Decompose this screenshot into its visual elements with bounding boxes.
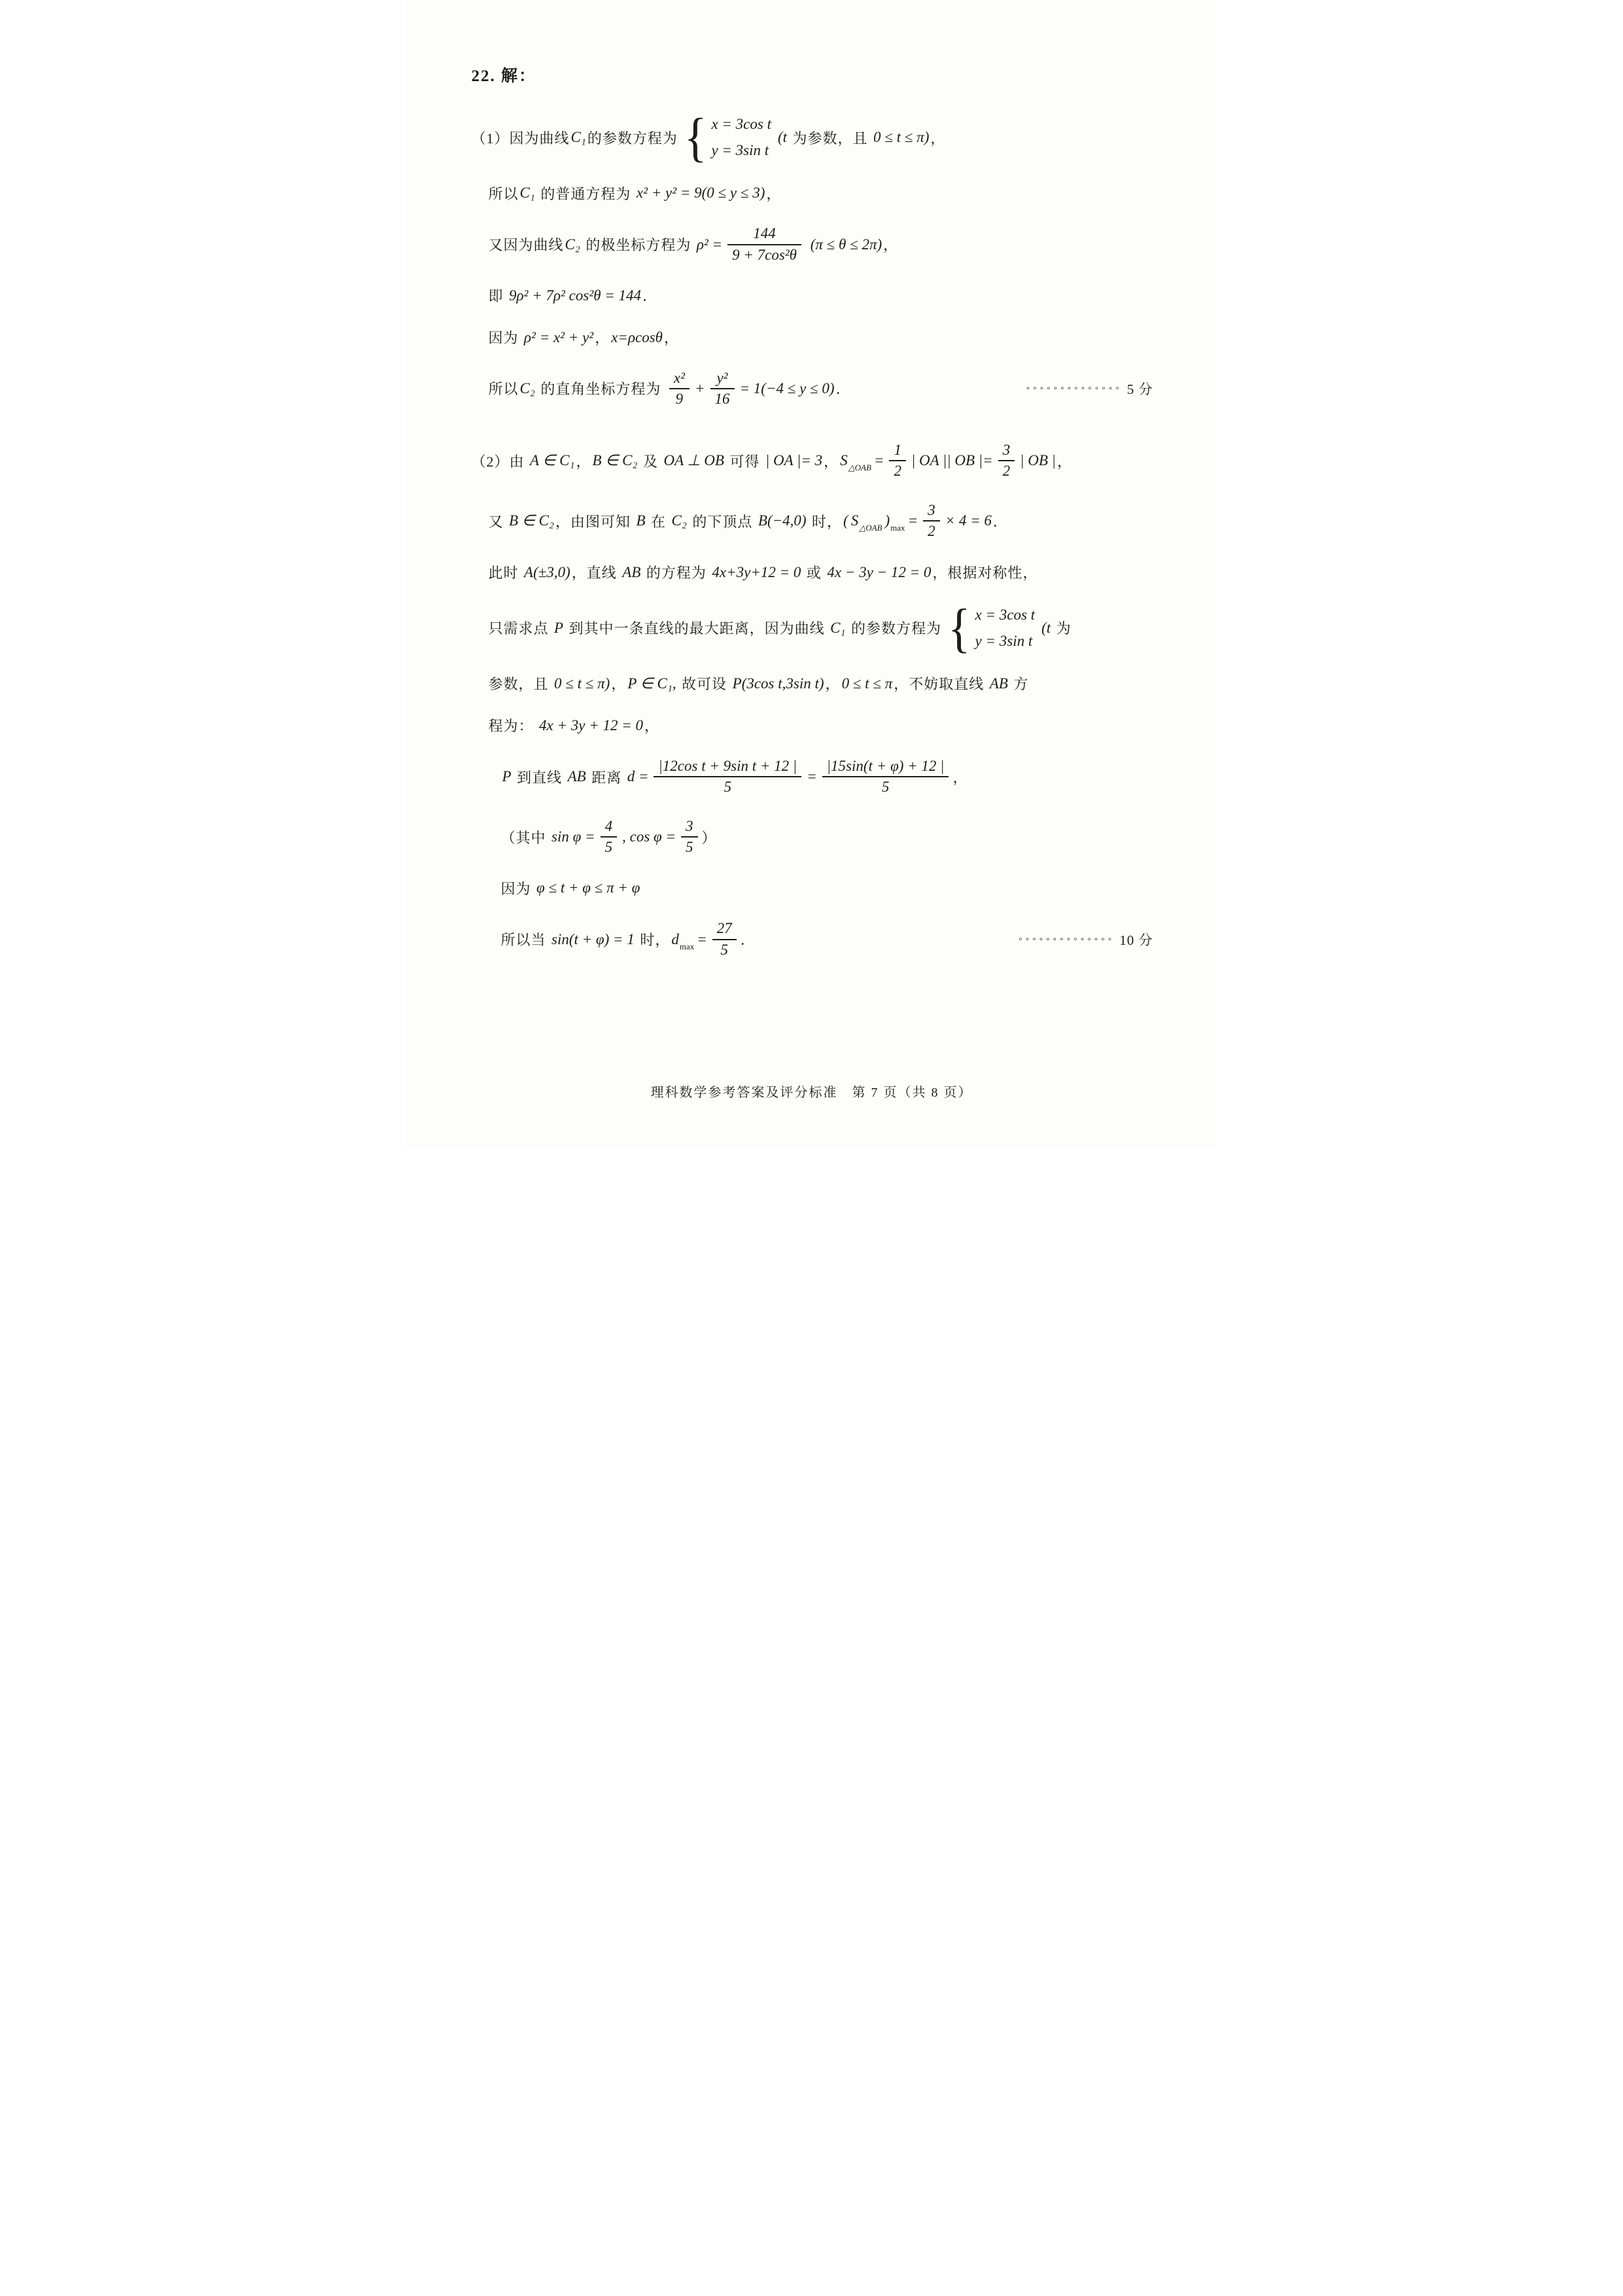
math-text: AB bbox=[989, 675, 1008, 692]
cjk-text: 程为： bbox=[488, 718, 538, 735]
cjk-text: ． bbox=[992, 513, 1008, 530]
subscript-base: S bbox=[840, 452, 848, 469]
fraction-numerator: 27 bbox=[716, 920, 732, 937]
cjk-text: ， bbox=[952, 769, 968, 786]
fraction-numerator: 1 bbox=[894, 441, 901, 458]
line-distance-setup-parametric bbox=[406, 597, 1217, 658]
cjk-text: ） bbox=[701, 829, 717, 846]
subscript-group bbox=[840, 452, 871, 473]
fraction-numerator: 3 bbox=[1002, 441, 1011, 458]
fraction-denominator: 5 bbox=[724, 779, 732, 796]
math-text: ρ² = x² + y² bbox=[524, 328, 594, 345]
cjk-text: ， bbox=[930, 130, 946, 147]
fraction bbox=[710, 370, 735, 407]
math-text: C₁ bbox=[519, 185, 535, 202]
math-text: (π ≤ θ ≤ 2π) bbox=[806, 236, 882, 253]
score-label: 5 分 bbox=[1126, 381, 1153, 397]
cjk-text: 时， bbox=[635, 932, 671, 949]
math-text: P bbox=[502, 768, 512, 785]
solution-body bbox=[406, 107, 1217, 960]
subscript-group bbox=[884, 512, 905, 533]
math-text: C₂ bbox=[565, 236, 580, 253]
cjk-text: ， bbox=[1056, 453, 1072, 470]
line-part1-parametric-equations bbox=[406, 107, 1217, 168]
problem-number-heading: 22. 解： bbox=[471, 67, 537, 85]
cjk-text: 只需求点 bbox=[488, 620, 553, 637]
score-label: 10 分 bbox=[1119, 932, 1153, 948]
math-text: x² + y² = 9(0 ≤ y ≤ 3) bbox=[636, 185, 765, 202]
fraction-numerator: 3 bbox=[928, 502, 935, 519]
cjk-text: 所以 bbox=[488, 185, 519, 202]
cjk-text: 到直线 bbox=[512, 769, 567, 786]
subscript-base: S bbox=[850, 512, 859, 529]
page-footer bbox=[406, 1082, 1217, 1101]
footer-text: 理科数学参考答案及评分标准 第 7 页（共 8 页） bbox=[650, 1086, 973, 1100]
fraction-denominator: 2 bbox=[928, 523, 935, 540]
cases-rows bbox=[974, 607, 1037, 649]
cjk-text: ， bbox=[824, 453, 839, 470]
cjk-text: 或 bbox=[802, 565, 826, 582]
fraction-numerator: |12cos t + 9sin t + 12 | bbox=[658, 757, 797, 774]
fraction bbox=[822, 758, 949, 795]
math-text: | OB | bbox=[1020, 452, 1056, 469]
cjk-text: ， bbox=[644, 718, 660, 735]
cjk-text: 的参数方程为 bbox=[846, 620, 941, 637]
cjk-text: ，由图可知 bbox=[555, 513, 635, 530]
line-dmax-score10 bbox=[406, 919, 1217, 959]
fraction bbox=[601, 819, 618, 855]
fraction-numerator: 4 bbox=[604, 818, 613, 835]
line-c1-ordinary-equation bbox=[406, 182, 1217, 204]
cjk-text: 即 bbox=[488, 288, 508, 305]
fraction-numerator: x² bbox=[673, 369, 685, 386]
math-text: = bbox=[697, 930, 707, 947]
subscript-script: △OAB bbox=[859, 523, 882, 533]
cjk-text: 的极坐标方程为 bbox=[581, 237, 695, 254]
fraction bbox=[669, 370, 689, 407]
math-text: A(±3,0) bbox=[524, 563, 570, 580]
cjk-text: 所以 bbox=[488, 381, 519, 398]
math-text: ( bbox=[843, 512, 848, 529]
math-text: 9ρ² + 7ρ² cos²θ = 144 bbox=[509, 287, 642, 304]
cjk-text: 距离 bbox=[587, 769, 626, 786]
fraction-numerator: 144 bbox=[753, 225, 776, 242]
cjk-text: 时， bbox=[807, 513, 843, 530]
cjk-text: ． bbox=[835, 381, 851, 398]
math-text: B ∈ C₂ bbox=[509, 512, 554, 529]
math-text: 4x − 3y − 12 = 0 bbox=[827, 563, 932, 580]
left-brace-icon: { bbox=[947, 597, 971, 658]
math-text: = bbox=[873, 452, 884, 469]
math-text: B ∈ C₂ bbox=[592, 452, 638, 469]
fraction-denominator: 2 bbox=[894, 463, 901, 480]
fraction-denominator: 9 bbox=[675, 390, 684, 407]
math-text: 4x+3y+12 = 0 bbox=[712, 563, 801, 580]
math-text: , cos φ = bbox=[622, 828, 676, 845]
math-text: P ∈ C₁, bbox=[627, 675, 676, 692]
math-text: 0 ≤ t ≤ π bbox=[841, 675, 893, 692]
cjk-text: ， bbox=[595, 330, 610, 347]
cjk-text: ， bbox=[663, 330, 679, 347]
cjk-text: 此时 bbox=[488, 565, 523, 582]
cjk-text: 所以当 bbox=[500, 932, 551, 949]
fraction-denominator: 9 + 7cos²θ bbox=[732, 246, 797, 263]
line-ab-equations bbox=[406, 561, 1217, 584]
cjk-text: 的下顶点 bbox=[688, 513, 757, 530]
cjk-text: ， bbox=[611, 676, 627, 693]
math-text: sin(t + φ) = 1 bbox=[551, 930, 635, 947]
cjk-text: （其中 bbox=[500, 829, 551, 846]
cjk-text: 方 bbox=[1009, 676, 1029, 693]
line-phi-range bbox=[406, 877, 1217, 899]
subscript-script: max bbox=[890, 523, 905, 533]
subscript-base: ) bbox=[884, 512, 890, 529]
fraction bbox=[998, 442, 1015, 479]
cjk-text: 因为 bbox=[500, 880, 536, 897]
cjk-text: 到其中一条直线的最大距离，因为曲线 bbox=[565, 620, 829, 637]
math-text: B bbox=[636, 512, 646, 529]
line-polar-expanded bbox=[406, 285, 1217, 307]
math-text: ρ² = bbox=[696, 236, 723, 253]
cjk-text: （1）因为曲线 bbox=[471, 130, 570, 147]
cjk-text: 又 bbox=[488, 513, 508, 530]
math-text: × 4 = 6 bbox=[945, 512, 992, 529]
cjk-text: ． bbox=[740, 932, 756, 949]
fraction-denominator: 5 bbox=[881, 779, 890, 796]
fraction-numerator: 3 bbox=[686, 818, 693, 835]
line-part2-area-setup bbox=[406, 440, 1217, 481]
math-text: C₁ bbox=[830, 619, 846, 636]
fraction bbox=[654, 758, 801, 795]
fraction bbox=[889, 442, 906, 479]
subscript-base: d bbox=[671, 930, 679, 947]
dots-leader-icon: ∘∘∘∘∘∘∘∘∘∘∘∘∘∘ bbox=[1025, 383, 1122, 393]
math-text: P bbox=[554, 619, 564, 636]
line-area-max bbox=[406, 501, 1217, 541]
math-text: d = bbox=[627, 768, 649, 785]
fraction-denominator: 5 bbox=[686, 839, 693, 856]
cjk-text: 在 bbox=[646, 513, 671, 530]
dots-leader-icon: ∘∘∘∘∘∘∘∘∘∘∘∘∘∘ bbox=[1018, 934, 1115, 944]
cjk-text: 的参数方程为 bbox=[587, 130, 678, 147]
math-text: 4x + 3y + 12 = 0 bbox=[539, 716, 643, 733]
math-text: φ ≤ t + φ ≤ π + φ bbox=[536, 879, 640, 896]
math-text: = 1(−4 ≤ y ≤ 0) bbox=[739, 380, 835, 397]
math-text: C₂ bbox=[519, 380, 535, 397]
math-text: | OA |= 3 bbox=[765, 452, 823, 469]
cjk-text: 的方程为 bbox=[642, 565, 711, 582]
subscript-group bbox=[850, 512, 882, 533]
cjk-text: ， bbox=[576, 453, 591, 470]
line-chosen-line-equation bbox=[406, 715, 1217, 737]
cases-row: y = 3sin t bbox=[975, 632, 1033, 649]
cjk-text: ，直线 bbox=[571, 565, 621, 582]
cases-group bbox=[684, 107, 773, 168]
math-text: = bbox=[807, 768, 817, 785]
fraction-denominator: 16 bbox=[714, 390, 730, 407]
line-c2-rectangular-equation-score5 bbox=[406, 368, 1217, 409]
left-brace-icon: { bbox=[684, 107, 707, 168]
cases-group bbox=[947, 597, 1036, 658]
math-text: | OA || OB |= bbox=[911, 452, 993, 469]
math-text: A ∈ C₁ bbox=[530, 452, 575, 469]
math-text: = bbox=[907, 512, 918, 529]
math-text: OA ⊥ OB bbox=[663, 452, 724, 469]
line-phi-values bbox=[406, 817, 1217, 857]
fraction-denominator: 5 bbox=[720, 941, 729, 958]
cjk-text: （2）由 bbox=[471, 453, 529, 470]
subscript-script: △OAB bbox=[848, 463, 871, 473]
math-text: C₁ bbox=[570, 129, 586, 146]
math-text: 0 ≤ t ≤ π) bbox=[873, 129, 930, 146]
math-text: C₂ bbox=[671, 512, 687, 529]
cases-rows bbox=[710, 116, 773, 158]
cjk-text: 的直角坐标方程为 bbox=[536, 381, 665, 398]
cjk-text: ． bbox=[642, 288, 658, 305]
math-text: P(3cos t,3sin t) bbox=[732, 675, 824, 692]
math-text: AB bbox=[622, 563, 641, 580]
cases-row: x = 3cos t bbox=[975, 606, 1036, 623]
cjk-text: ，不妨取直线 bbox=[894, 676, 988, 693]
line-polar-identities bbox=[406, 327, 1217, 349]
cjk-text: 为 bbox=[1052, 620, 1072, 637]
fraction bbox=[712, 921, 737, 957]
cjk-text: 为参数，且 bbox=[788, 130, 873, 147]
cjk-text: ， bbox=[766, 185, 782, 202]
fraction bbox=[923, 503, 940, 539]
cjk-text: 及 bbox=[638, 453, 663, 470]
line-distance-formula bbox=[406, 756, 1217, 797]
line-c2-polar-equation bbox=[406, 224, 1217, 264]
fraction-denominator: 2 bbox=[1002, 463, 1011, 480]
cjk-text: 参数，且 bbox=[488, 676, 553, 693]
math-text: (t bbox=[1041, 619, 1051, 636]
cjk-text: ，根据对称性， bbox=[932, 565, 1038, 582]
math-text: AB bbox=[567, 768, 586, 785]
fraction-numerator: |15sin(t + φ) + 12 | bbox=[826, 757, 945, 774]
cjk-text: 因为 bbox=[488, 330, 523, 347]
math-text: B(−4,0) bbox=[758, 512, 807, 529]
math-text: sin φ = bbox=[551, 828, 595, 845]
fraction-numerator: y² bbox=[716, 369, 728, 386]
math-text: 0 ≤ t ≤ π) bbox=[554, 675, 610, 692]
math-text: (t bbox=[777, 129, 788, 146]
cjk-text: 可得 bbox=[725, 453, 764, 470]
line-parameter-range-point-p bbox=[406, 673, 1217, 695]
cjk-text: ， bbox=[825, 676, 841, 693]
cjk-text: 故可设 bbox=[677, 676, 731, 693]
subscript-group bbox=[671, 930, 695, 951]
document-page bbox=[406, 0, 1217, 1148]
math-text: x=ρcosθ bbox=[611, 328, 663, 345]
fraction bbox=[727, 226, 801, 262]
cases-row: x = 3cos t bbox=[711, 116, 771, 133]
cjk-text: ， bbox=[883, 237, 899, 254]
fraction-denominator: 5 bbox=[604, 839, 613, 856]
cjk-text: 的普通方程为 bbox=[536, 185, 635, 202]
cases-row: y = 3sin t bbox=[711, 142, 769, 159]
math-text: + bbox=[694, 380, 705, 397]
cjk-text: 又因为曲线 bbox=[488, 237, 564, 254]
subscript-script: max bbox=[679, 941, 695, 951]
fraction bbox=[681, 819, 698, 855]
